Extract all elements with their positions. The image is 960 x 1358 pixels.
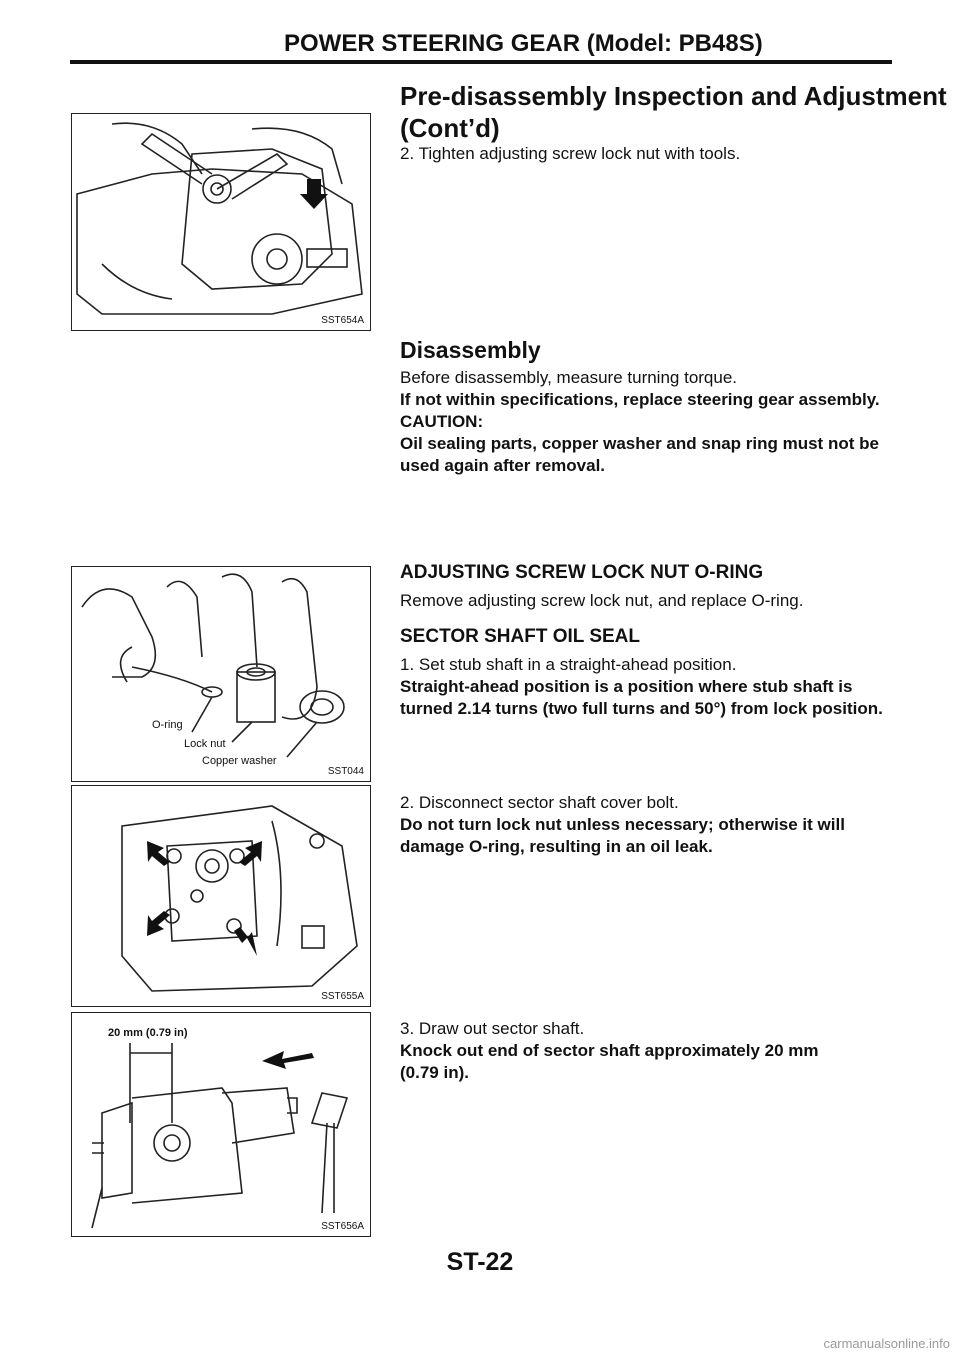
step1-block [400, 654, 894, 720]
subsection-title [400, 80, 947, 144]
disassembly-intro: Before disassembly, measure turning torque. [400, 368, 738, 387]
header-rule [70, 60, 892, 64]
label-o-ring: O-ring [152, 719, 183, 731]
figure-code: SST044 [327, 766, 364, 777]
figure-code: SST655A [321, 991, 364, 1002]
figure-tighten-lock-nut [71, 113, 371, 331]
step3-block [400, 1018, 894, 1084]
figure-code: SST654A [321, 315, 364, 326]
heading-disassembly: Disassembly [400, 337, 541, 363]
subsection-title-line1: Pre-disassembly Inspection and Adjustment [400, 81, 947, 111]
step1: 1. Set stub shaft in a straight-ahead position. [400, 655, 737, 674]
disassembly-block [400, 367, 894, 477]
watermark: carmanualsonline.info [823, 1336, 950, 1351]
figure-code: SST656A [321, 1221, 364, 1232]
caution-text: Oil sealing parts, copper washer and snap ring must not be used again after removal. [400, 434, 879, 475]
step3-note-line1: Knock out end of sector shaft approximately 20 mm [400, 1041, 819, 1060]
lock-nut-text: Remove adjusting screw lock nut, and replace O-ring. [400, 591, 804, 610]
label-copper-washer: Copper washer [202, 755, 277, 767]
label-dimension: 20 mm (0.79 in) [108, 1027, 188, 1039]
heading-sector-shaft-oil-seal: SECTOR SHAFT OIL SEAL [400, 626, 640, 647]
figure-draw-out-shaft [71, 1012, 371, 1237]
step3-note-line2: (0.79 in). [400, 1063, 469, 1082]
subsection-title-line2: (Cont’d) [400, 113, 500, 143]
figure-cover-bolts [71, 785, 371, 1007]
draw-out-shaft-illustration [72, 1013, 370, 1236]
gear-wrench-illustration [72, 114, 370, 330]
section-title: POWER STEERING GEAR (Model: PB48S) [284, 30, 763, 57]
step2-note: Do not turn lock nut unless necessary; otherwise it will damage O-ring, resulting in an oil leak. [400, 815, 845, 856]
step1-note: Straight-ahead position is a position where stub shaft is turned 2.14 turns (two full turns and 50°) from lock position. [400, 677, 883, 718]
label-lock-nut: Lock nut [184, 738, 226, 750]
step2: 2. Disconnect sector shaft cover bolt. [400, 793, 679, 812]
step-tighten: 2. Tighten adjusting screw lock nut with tools. [400, 144, 741, 163]
disassembly-spec: If not within specifications, replace steering gear assembly. [400, 390, 880, 409]
caution-label: CAUTION: [400, 412, 484, 431]
heading-lock-nut-o-ring: ADJUSTING SCREW LOCK NUT O-RING [400, 562, 764, 583]
cover-bolts-illustration [72, 786, 370, 1006]
step3: 3. Draw out sector shaft. [400, 1019, 585, 1038]
figure-lock-nut-parts [71, 566, 371, 782]
page-number: ST-22 [446, 1248, 514, 1276]
step2-block [400, 792, 894, 858]
